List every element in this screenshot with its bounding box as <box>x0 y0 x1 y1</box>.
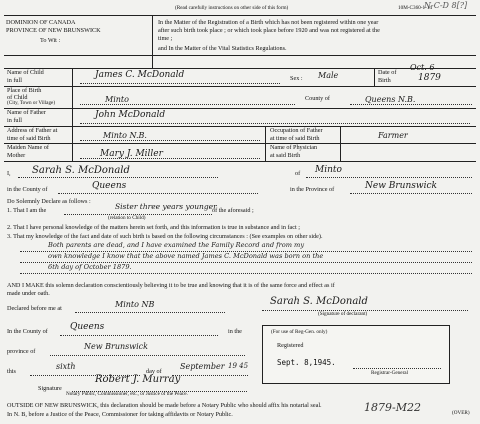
decl-county-value: Queens <box>92 181 127 191</box>
date-label-1: Date of <box>378 69 397 76</box>
matter-line-1: In the Matter of the Registration of a Birth which has not been registered within one year <box>158 19 379 26</box>
item-1-note: (relation to Child) <box>108 215 146 221</box>
decl-county-label: in the County of <box>7 186 48 193</box>
father-label-2: in full <box>7 117 22 124</box>
decl-province-label: in the Province of <box>290 186 335 193</box>
declarant-name: Sarah S. McDonald <box>32 165 130 176</box>
county-label: County of <box>305 95 330 102</box>
signing-county-label: In the County of <box>7 328 48 335</box>
form-code: 10M-C360-1-14 <box>398 5 433 11</box>
to-wit-label: To Wit : <box>40 37 61 44</box>
registrar-box <box>262 325 450 384</box>
decl-province-value: New Brunswick <box>365 181 437 191</box>
notary-caption: Notary Public, Commissioner, etc., or Justice of the Peace. <box>66 391 188 397</box>
name-child-label-1: Name of Child <box>7 69 44 76</box>
signing-province-label: province of <box>7 348 36 355</box>
item-2-text: 2. That I have personal knowledge of the matters herein set forth, and this information is true in substance and in fact ; <box>7 224 301 231</box>
declared-before-value: Minto NB <box>115 300 155 309</box>
item-1-value: Sister three years younger <box>115 202 217 211</box>
reg-for-use: (For use of Reg-Gen. only) <box>271 329 328 335</box>
item-1-suffix: of the aforesaid ; <box>212 207 254 214</box>
declarant-caption: (Signature of declarant) <box>318 311 368 317</box>
maiden-label-2: Mother <box>7 152 26 159</box>
sex-value: Male <box>318 71 339 80</box>
dominion-label: DOMINION OF CANADA <box>6 19 76 26</box>
signing-in-the: in the <box>228 328 242 335</box>
outside-nb-line-1: OUTSIDE OF NEW BRUNSWICK, this declaration should be made before a Notary Public who should affix his notarial seal. <box>7 402 322 409</box>
physician-label-1: Name of Physician <box>270 144 318 151</box>
of-value: Minto <box>315 165 342 175</box>
and-i-make-1: AND I MAKE this solemn declaration conscientiously believing it to be true and knowing that it is of the same force and effect as if <box>7 282 335 289</box>
registration-stamp: 1879-M22 <box>364 401 421 414</box>
item-1-label: 1. That I am the <box>7 207 47 214</box>
occupation-label-2: at time of said Birth <box>270 135 320 142</box>
circumstances-line-3: 6th day of October 1879. <box>48 263 132 271</box>
address-label-1: Address of Father at <box>7 127 58 134</box>
province-label: PROVINCE OF NEW BRUNSWICK <box>6 27 101 34</box>
physician-label-2: at said Birth <box>270 152 301 159</box>
address-value: Minto N.B. <box>103 131 147 140</box>
of-label: of <box>295 170 301 177</box>
place-label-2: of Child <box>7 94 28 101</box>
occupation-value: Farmer <box>378 131 408 140</box>
father-label-1: Name of Father <box>7 109 46 116</box>
day-value: sixth <box>56 362 76 371</box>
place-label-1: Place of Birth <box>7 87 42 94</box>
place-label-3: (City, Town or Village) <box>7 100 56 106</box>
circumstances-line-1: Both parents are dead, and I have examined the Family Record and from my <box>48 241 305 249</box>
date-label-2: Birth <box>378 77 391 84</box>
month-value: September <box>180 362 225 371</box>
occupation-label-1: Occupation of Father <box>270 127 323 134</box>
solemnly-declare: Do Solemnly Declare as follows : <box>7 198 91 205</box>
county-value: Queens N.B. <box>365 95 416 104</box>
reg-caption: Registrar-General <box>371 370 409 376</box>
day-of-label: day of <box>146 368 162 375</box>
reg-registered: Registered <box>277 342 304 349</box>
date-value-1: Oct. 6 <box>410 63 435 72</box>
name-child-value: James C. McDonald <box>95 70 185 80</box>
and-i-make-2: made under oath. <box>7 290 50 297</box>
declarant-i-label: I, <box>7 170 11 177</box>
matter-line-3: time ; <box>158 35 173 42</box>
sex-label: Sex : <box>290 75 303 82</box>
notary-signature: Robert J. Murray <box>95 374 181 385</box>
signing-province-value: New Brunswick <box>84 342 148 351</box>
circumstances-line-2: own knowledge I know that the above named James C. McDonald was born on the <box>48 252 324 260</box>
matter-line-4: and In the Matter of the Vital Statistics Regulations. <box>158 45 287 52</box>
signing-county-value: Queens <box>70 322 105 332</box>
outside-nb-line-2: In N. B, before a Justice of the Peace, Commissioner for taking affidavits or Notary Public. <box>7 411 233 418</box>
file-number: N-C-D 8[?] <box>424 1 468 10</box>
item-3-text: 3. That my knowledge of the fact and date of such birth is based on the following circumstances : (See examples on other side). <box>7 233 323 240</box>
declared-before-label: Declared before me at <box>7 305 62 312</box>
top-note: (Read carefully instructions on other side of this form) <box>175 5 289 11</box>
maiden-label-1: Maiden Name of <box>7 144 49 151</box>
matter-line-2: after such birth took place ; or which took place before 1920 and was not registered at the <box>158 27 380 34</box>
signature-label: Signature <box>38 385 62 392</box>
date-value-2: 1879 <box>418 73 441 83</box>
name-child-label-2: in full <box>7 77 22 84</box>
reg-date: Sept. 8,1945. <box>277 358 336 367</box>
maiden-value: Mary J. Miller <box>100 149 163 159</box>
declarant-signature: Sarah S. McDonald <box>270 296 368 307</box>
address-label-2: time of said Birth <box>7 135 51 142</box>
this-label: this <box>7 368 16 375</box>
over-label: (OVER) <box>452 410 470 416</box>
father-value: John McDonald <box>95 110 166 120</box>
place-value: Minto <box>105 95 129 104</box>
year-value: 19 45 <box>228 362 249 370</box>
